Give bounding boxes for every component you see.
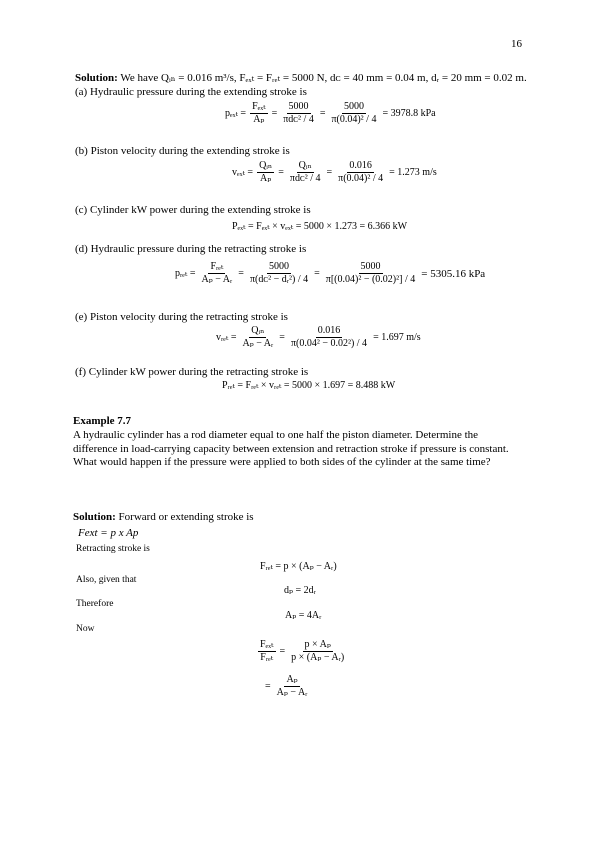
- retracting-label: Retracting stroke is: [76, 544, 150, 554]
- part-c-equation: Pₑₓₜ = Fₑₓₜ × vₑₓₜ = 5000 × 1.273 = 6.366 kW: [232, 221, 408, 232]
- part-d-equation: [175, 261, 485, 286]
- denominator: π(0.04)² / 4: [331, 114, 377, 125]
- eq-result: = 1.273 m/s: [389, 167, 437, 178]
- part-b-title: (b) Piston velocity during the extending stroke is: [75, 145, 290, 157]
- eq-result: = 1.697 m/s: [373, 332, 421, 343]
- denominator: π(0.04)² / 4: [338, 173, 384, 184]
- fraction: [324, 261, 417, 286]
- numerator: Qᵢₙ: [259, 160, 273, 171]
- equals-sign: =: [271, 108, 278, 119]
- solution-intro: [75, 71, 527, 84]
- part-f-title: (f) Cylinder kW power during the retracting stroke is: [75, 366, 309, 378]
- numerator: Fₑₓₜ: [252, 101, 266, 112]
- numerator: Aₚ: [286, 674, 298, 685]
- fraction: [275, 674, 310, 699]
- denominator: Aₚ: [253, 114, 265, 125]
- part-b-equation: [232, 160, 437, 185]
- denominator: Aₚ − Aᵣ: [276, 687, 308, 698]
- part-c-title: (c) Cylinder kW power during the extending stroke is: [75, 204, 311, 216]
- equals-sign: =: [326, 167, 333, 178]
- numerator: Qᵢₙ: [251, 325, 265, 336]
- fraction: [329, 101, 378, 126]
- therefore-label: Therefore: [76, 599, 114, 609]
- solution-given: We have Qᵢₙ = 0.016 m³/s, Fₑₓₜ = Fᵣₑₜ = 5000 N, dᴄ = 40 mm = 0.04 m, dᵣ = 20 mm = 0.02 m.: [117, 72, 527, 84]
- eq-lhs: vᵣₑₜ =: [216, 332, 237, 343]
- ratio-equation-simplified: [265, 674, 309, 699]
- solution-label: Solution:: [73, 511, 116, 523]
- part-e-equation: [216, 325, 421, 350]
- denominator: πdᴄ² / 4: [283, 114, 314, 125]
- fraction: [289, 325, 369, 350]
- eq-lhs: pₑₓₜ =: [225, 108, 247, 119]
- numerator: 0.016: [349, 160, 372, 171]
- part-f-equation: Pᵣₑₜ = Fᵣₑₜ × vᵣₑₜ = 5000 × 1.697 = 8.488 kW: [222, 380, 396, 391]
- equals-sign: =: [314, 268, 320, 279]
- fraction: [336, 160, 385, 185]
- equals-sign: =: [319, 108, 326, 119]
- example-body: A hydraulic cylinder has a rod diameter equal to one half the piston diameter. Determine the difference in load-carrying capacity between extension and retraction stroke if pressure is constant. What would happen if the pressure were applied to both sides of the cylinder at the same time?: [73, 429, 509, 468]
- numerator: 5000: [288, 101, 309, 112]
- ratio-equation: [258, 639, 346, 664]
- equals-sign: =: [279, 646, 286, 657]
- denominator: π(0.04² − 0.02²) / 4: [290, 338, 368, 349]
- numerator: 5000: [343, 101, 364, 112]
- equals-sign: =: [279, 332, 285, 343]
- fraction: [258, 639, 276, 664]
- denominator: πdᴄ² / 4: [289, 173, 321, 184]
- fraction: [250, 101, 268, 126]
- given-equation: dₚ = 2dᵣ: [284, 585, 316, 596]
- equals-sign: =: [238, 268, 244, 279]
- denominator: Aₚ − Aᵣ: [242, 338, 274, 349]
- page-number: 16: [511, 38, 522, 50]
- denominator: Aₚ − Aᵣ: [201, 274, 233, 285]
- part-e-title: (e) Piston velocity during the retracting stroke is: [75, 311, 288, 323]
- fraction: [289, 639, 346, 664]
- denominator: Fᵣₑₜ: [260, 652, 274, 663]
- fraction: [248, 261, 310, 286]
- numerator: 5000: [269, 261, 290, 272]
- fraction: [199, 261, 234, 286]
- equals-sign: =: [265, 681, 271, 692]
- fraction: [288, 160, 323, 185]
- numerator: Fᵣₑₜ: [210, 261, 224, 272]
- denominator: π[(0.04)² − (0.02)²] / 4: [325, 274, 416, 285]
- eq-result: = 5305.16 kPa: [421, 267, 486, 280]
- also-label: Also, given that: [76, 575, 137, 585]
- eq-lhs: pᵣₑₜ =: [175, 268, 196, 279]
- solution2-intro: [73, 511, 254, 523]
- solution-text: Forward or extending stroke is: [115, 511, 254, 523]
- eq-result: = 3978.8 kPa: [382, 108, 436, 119]
- fret-equation: Fᵣₑₜ = p × (Aₚ − Aᵣ): [260, 561, 337, 572]
- eq-lhs: vₑₓₜ =: [232, 167, 254, 178]
- numerator: 0.016: [317, 325, 341, 336]
- solution-label: Solution:: [75, 72, 118, 84]
- example-title: Example 7.7: [73, 415, 132, 427]
- fraction: [240, 325, 275, 350]
- denominator: p × (Aₚ − Aᵣ): [291, 652, 345, 663]
- fext-equation: Fext = p x Ap: [78, 527, 139, 539]
- part-d-title: (d) Hydraulic pressure during the retracting stroke is: [75, 243, 307, 255]
- fraction: [281, 101, 316, 126]
- numerator: 5000: [360, 261, 381, 272]
- numerator: Qᵢₙ: [298, 160, 312, 171]
- denominator: π(dᴄ² − dᵣ²) / 4: [249, 274, 309, 285]
- now-label: Now: [76, 624, 95, 634]
- part-a-title: (a) Hydraulic pressure during the extending stroke is: [75, 86, 307, 98]
- fraction: [257, 160, 274, 185]
- part-a-equation: [225, 101, 436, 126]
- therefore-equation: Aₚ = 4Aᵣ: [285, 610, 322, 621]
- equals-sign: =: [278, 167, 284, 178]
- numerator: Fₑₓₜ: [260, 639, 274, 650]
- numerator: p × Aₚ: [304, 639, 331, 650]
- denominator: Aₚ: [260, 173, 272, 184]
